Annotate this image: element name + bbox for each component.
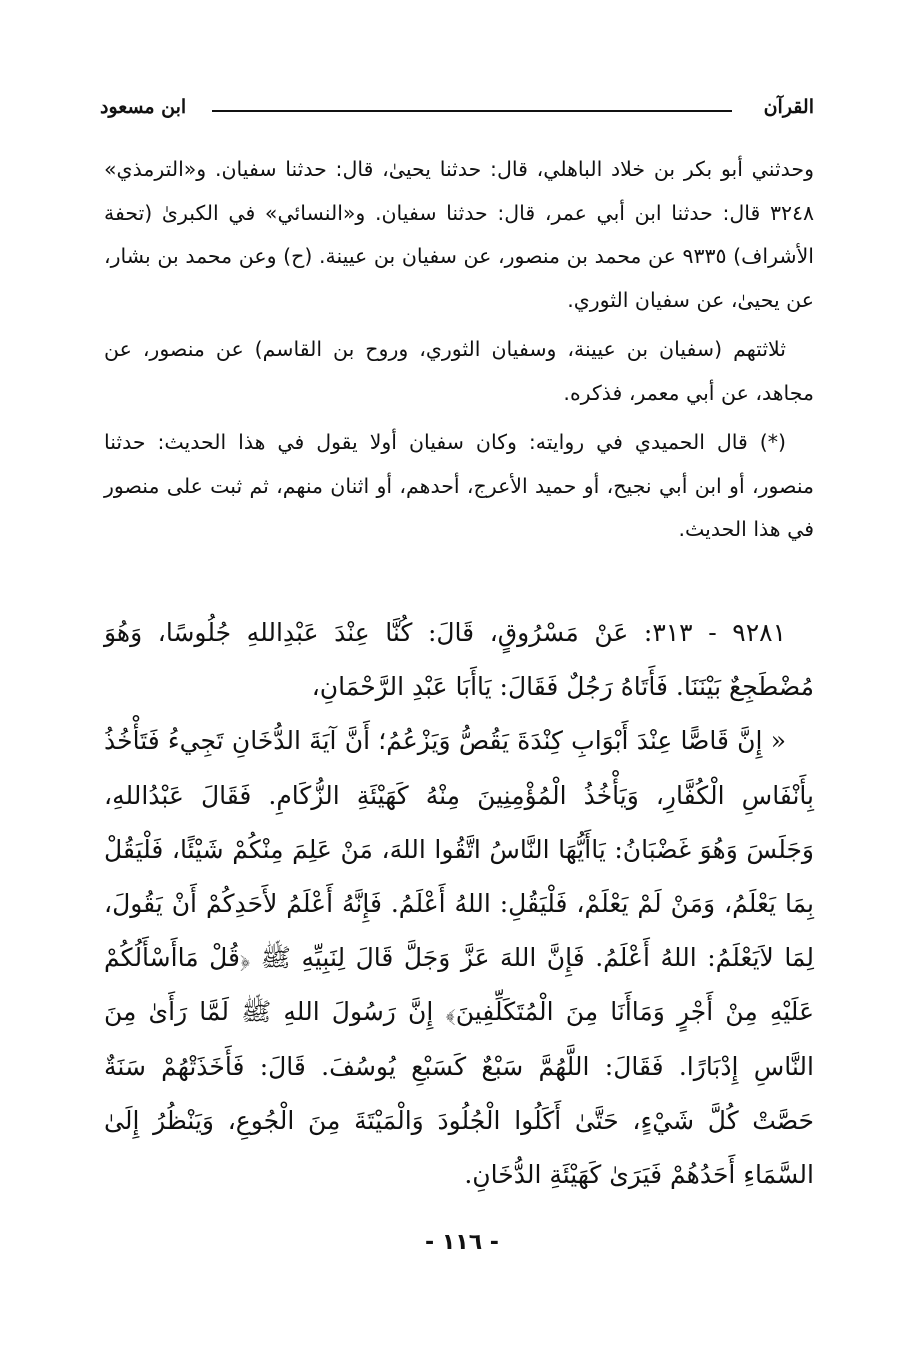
header-book-title: القرآن (763, 96, 814, 118)
header-rule (212, 110, 732, 112)
page-number: - ١١٦ - (425, 1230, 499, 1255)
header-section-title: ابن مسعود (100, 96, 187, 118)
note-paragraph: (*) قال الحميدي في روايته: وكان سفيان أولا يقول في هذا الحديث: حدثنا منصور، أو ابن أبي نجيح، أو حميد الأعرج، أحدهم، أو اثنان منهم، ثم ثبت على منصور في هذا الحديث. (104, 430, 814, 541)
note-paragraph: وحدثني أبو بكر بن خلاد الباهلي، قال: حدثنا يحيىٰ، قال: حدثنا سفيان. و«الترمذي» ٣٢٤٨ قال: حدثنا ابن أبي عمر، قال: حدثنا سفيان. و«النسائي» في الكبرىٰ (تحفة الأشراف) ٩٣٣٥ عن محمد بن منصور، عن سفيان بن عيينة. (ح) وعن محمد بن بشار، عن يحيىٰ، عن سفيان الثوري. (104, 157, 814, 312)
hadith-text: « إِنَّ قَاصًّا عِنْدَ أَبْوَابِ كِنْدَةَ يَقُصُّ وَيَزْعُمُ؛ أَنَّ آيَةَ الدُّخَانِ تَجِيءُ فَتَأْخُذُ بِأَنْفَاسِ الْكُفَّارِ، وَيَأْخُذُ الْمُؤْمِنِينَ مِنْهُ كَهَيْئَةِ الزُّكَامِ. فَقَالَ عَبْدُاللهِ، وَجَلَسَ وَهُوَ غَضْبَانُ: يَاأَيُّهَا النَّاسُ اتَّقُوا اللهَ، مَنْ عَلِمَ مِنْكُمْ شَيْئًا، فَلْيَقُلْ بِمَا يَعْلَمُ، وَمَنْ لَمْ يَعْلَمْ، فَلْيَقُلِ: اللهُ أَعْلَمُ. فَإِنَّهُ أَعْلَمُ لأَحَدِكُمْ أَنْ يَقُولَ، لِمَا لاَيَعْلَمُ: اللهُ أَعْلَمُ. فَإِنَّ اللهَ عَزَّ وَجَلَّ قَالَ لِنَبِيِّهِ ﷺ ﴿قُلْ مَاأَسْأَلُكُمْ عَلَيْهِ مِنْ أَجْرٍ وَمَاأَنَا مِنَ الْمُتَكَلِّفِينَ﴾ إِنَّ رَسُولَ اللهِ ﷺ لَمَّا رَأَىٰ مِنَ النَّاسِ إِدْبَارًا. فَقَالَ: اللَّهُمَّ سَبْعٌ كَسَبْعِ يُوسُفَ. قَالَ: فَأَخَذَتْهُمْ سَنَةٌ حَصَّتْ كُلَّ شَيْءٍ، حَتَّىٰ أَكَلُوا الْجُلُودَ وَالْمَيْتَةَ مِنَ الْجُوعِ، وَيَنْظُرُ إِلَىٰ السَّمَاءِ أَحَدُهُمْ فَيَرَىٰ كَهَيْئَةِ الدُّخَانِ. (104, 726, 814, 1190)
footnotes-block (104, 148, 814, 558)
hadith-intro: ٩٢٨١ - ٣١٣: عَنْ مَسْرُوقٍ، قَالَ: كُنَّا عِنْدَ عَبْدِاللهِ جُلُوسًا، وَهُوَ مُضْطَجِعٌ بَيْنَنَا. فَأَتَاهُ رَجُلٌ فَقَالَ: يَاأَبَا عَبْدِ الرَّحْمَانِ، (104, 618, 814, 702)
note-paragraph: ثلاثتهم (سفيان بن عيينة، وسفيان الثوري، وروح بن القاسم) عن منصور، عن مجاهد، عن أبي معمر، فذكره. (104, 337, 814, 405)
hadith-block (104, 606, 814, 1202)
running-header (100, 96, 814, 130)
